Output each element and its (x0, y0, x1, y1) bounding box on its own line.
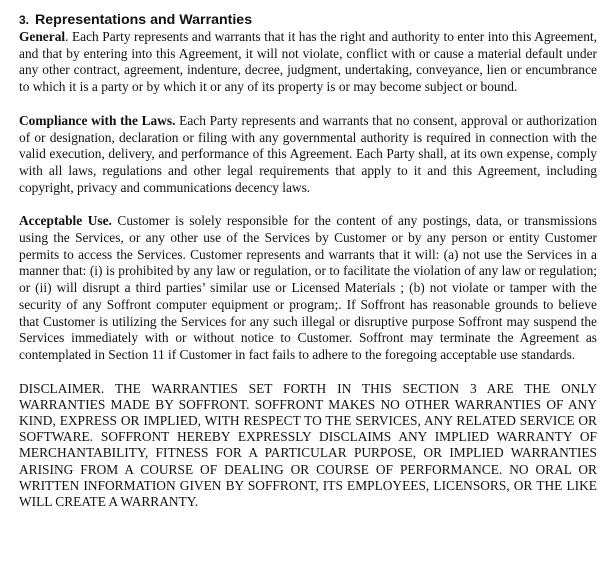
paragraph-lead: Acceptable Use. (19, 213, 112, 229)
paragraph-lead: General (19, 29, 66, 44)
paragraph-text: Each Party represents and warrants that it has the right and authority to enter into this Agreement, and that by entering into this Agreement, it will not violate, conflict with or cause a material default under any other contract, agreement, indenture, decree, judgment, undertaking, conveyance, lien or encumbrance to which it is a party or by which it or any of its property is or may become subject or bound. (19, 29, 597, 95)
section-heading (19, 12, 597, 29)
paragraph-general (19, 29, 597, 96)
paragraph-text: Customer is solely responsible for the content of any postings, data, or transmissions using the Services, or any other use of the Services by Customer or by any person or entity Customer permits to access the Services. Customer represents and warrants that it will: (a) not use the Services in a manner that: (i) is prohibited by any law or regulation, or to facilitate the violation of any law or regulation; or (ii) will disrupt a third parties’ similar use or Licensed Materials ; (b) not violate or tamper with the security of any Soffront computer equipment or program;. If Soffront has reasonable grounds to believe that Customer is utilizing the Services for any such illegal or disruptive purpose Soffront may suspend the Services immediately with or without notice to Customer. Soffront may terminate the Agreement as contemplated in Section 11 if Customer in fact fails to adhere to the foregoing acceptable use standards. (19, 213, 597, 362)
section-number: 3. (19, 13, 30, 27)
paragraph-acceptable-use (19, 213, 597, 363)
paragraph-text: Each Party represents and warrants that no consent, approval or authorization of or designation, declaration or filing with any governmental authority is required in connection with the valid execution, delivery, and performance of this Agreement. Each Party shall, at its own expense, comply with all laws, regulations and other legal requirements that apply to it and this Agreement, including copyright, privacy and communications decency laws. (19, 112, 597, 195)
section-title: Representations and Warranties (35, 12, 253, 28)
paragraph-lead: Compliance with the Laws. (19, 112, 176, 128)
paragraph-compliance (19, 113, 597, 197)
disclaimer-paragraph: DISCLAIMER. THE WARRANTIES SET FORTH IN THIS SECTION 3 ARE THE ONLY WARRANTIES MADE BY SOFFRONT. SOFFRONT MAKES NO OTHER WARRANTIES OF ANY KIND, EXPRESS OR IMPLIED, WITH RESPECT TO THE SERVICES, ANY RELATED SERVICE OR SOFTWARE. SOFFRONT HEREBY EXPRESSLY DISCLAIMS ANY IMPLIED WARRANTY OF MERCHANTABILITY, FITNESS FOR A PARTICULAR PURPOSE, OR IMPLIED WARRANTIES ARISING FROM A COURSE OF DEALING OR COURSE OF PERFORMANCE. NO ORAL OR WRITTEN INFORMATION GIVEN BY SOFFRONT, ITS EMPLOYEES, LICENSORS, OR THE LIKE WILL CREATE A WARRANTY. (19, 380, 597, 510)
paragraph-lead-sep: . (65, 29, 69, 44)
document-page (19, 12, 597, 510)
